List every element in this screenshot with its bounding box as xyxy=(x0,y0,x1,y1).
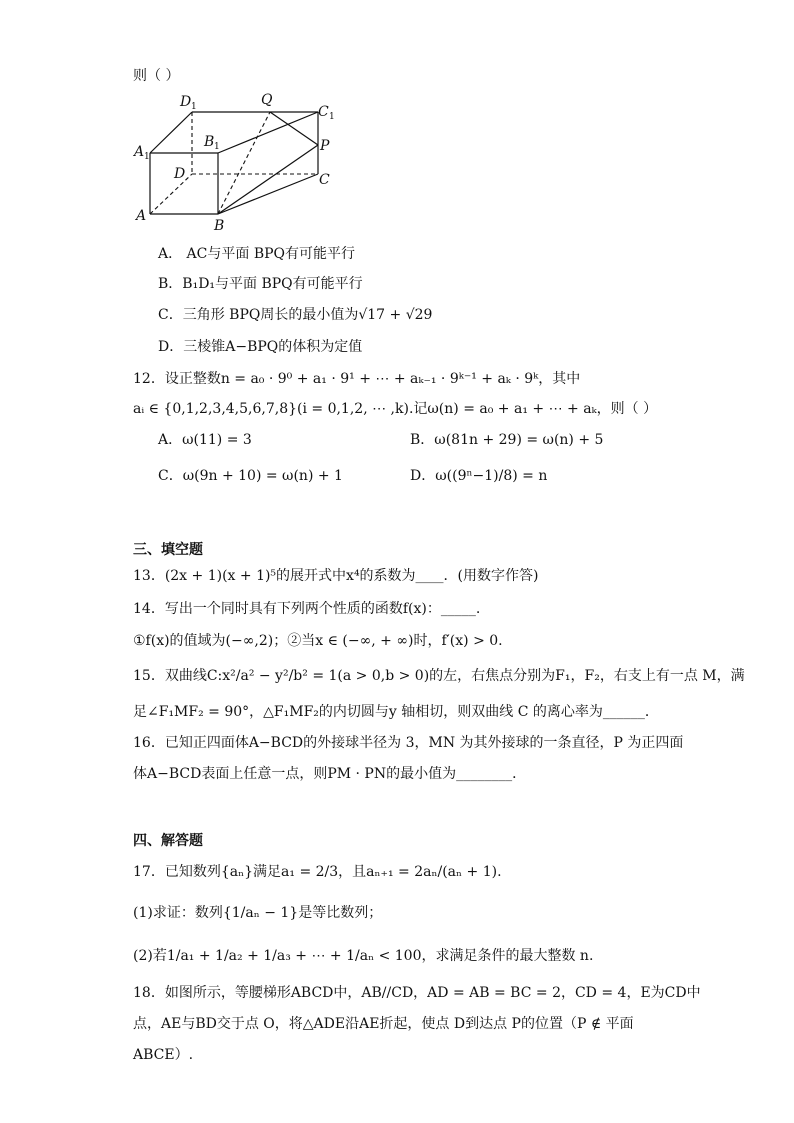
q11-option-b: B．B₁D₁与平面 BPQ有可能平行 xyxy=(158,276,363,292)
label-c: C xyxy=(319,172,330,188)
prism-figure xyxy=(130,88,360,238)
label-q: Q xyxy=(261,92,273,108)
q12-option-c: C．ω(9n + 10) = ω(n) + 1 xyxy=(158,468,343,484)
q18-line3: ABCE）. xyxy=(133,1047,194,1063)
label-a1: A xyxy=(134,144,145,160)
q12-option-d: D．ω((9ⁿ−1)/8) = n xyxy=(410,468,548,484)
q17-line3: (2)若1/a₁ + 1/a₂ + 1/a₃ + ⋯ + 1/aₙ < 100，求满足条件的最大整数 n. xyxy=(133,948,594,964)
q12-option-b: B．ω(81n + 29) = ω(n) + 5 xyxy=(410,432,604,448)
q17-line2: (1)求证：数列{1/aₙ − 1}是等比数列； xyxy=(133,905,383,921)
q14-line1: 14．写出一个同时具有下列两个性质的函数f(x)：_____. xyxy=(133,601,481,617)
section-fill-in: 三、填空题 xyxy=(133,542,203,558)
q18-line1: 18．如图所示，等腰梯形ABCD中，AB//CD，AD = AB = BC = 2，CD = 4，E为CD中 xyxy=(133,985,701,1001)
q17-line1: 17．已知数列{aₙ}满足a₁ = 2/3，且aₙ₊₁ = 2aₙ/(aₙ + 1). xyxy=(133,864,502,880)
label-d1-sub: 1 xyxy=(191,102,197,112)
q12-line2: aᵢ ∈ {0,1,2,3,4,5,6,7,8}(i = 0,1,2, ⋯ ,k).记ω(n) = a₀ + a₁ + ⋯ + aₖ，则（ ） xyxy=(133,401,658,417)
q11-option-d: D．三棱锥A−BPQ的体积为定值 xyxy=(158,339,363,355)
q11-option-c: C．三角形 BPQ周长的最小值为√17 + √29 xyxy=(158,307,433,323)
label-p: P xyxy=(320,138,330,154)
label-b1-sub: 1 xyxy=(214,142,220,152)
section-answer: 四、解答题 xyxy=(133,833,203,849)
q12-option-a: A．ω(11) = 3 xyxy=(158,432,252,448)
q18-line2: 点，AE与BD交于点 O，将△ADE沿AE折起，使点 D到达点 P的位置（P ∉ 平面 xyxy=(133,1016,634,1032)
q16-line1: 16．已知正四面体A−BCD的外接球半径为 3，MN 为其外接球的一条直径，P 为正四面 xyxy=(133,735,684,751)
label-c1: C xyxy=(318,104,329,120)
q16-line2: 体A−BCD表面上任意一点，则PM · PN的最小值为________． xyxy=(133,766,527,782)
q14-line2: ①f(x)的值域为(−∞,2)；②当x ∈ (−∞, + ∞)时，f′(x) > 0. xyxy=(133,633,503,649)
label-b: B xyxy=(214,218,225,234)
label-c1-sub: 1 xyxy=(329,112,335,122)
label-b1: B xyxy=(204,134,215,150)
label-d: D xyxy=(174,166,186,182)
q11-option-a: A． AC与平面 BPQ有可能平行 xyxy=(158,246,356,262)
label-a: A xyxy=(136,208,147,224)
q15-line2: 足∠F₁MF₂ = 90°，△F₁MF₂的内切圆与y 轴相切，则双曲线 C 的离心率为______． xyxy=(133,704,659,720)
q11-stem-tail: 则（ ） xyxy=(133,68,180,84)
label-d1: D xyxy=(180,94,192,110)
q15-line1: 15．双曲线C:x²/a² − y²/b² = 1(a > 0,b > 0)的左，右焦点分别为F₁，F₂，右支上有一点 M，满 xyxy=(133,668,745,684)
q13: 13．(2x + 1)(x + 1)⁵的展开式中x⁴的系数为____．(用数字作答) xyxy=(133,568,539,584)
q12-line1: 12．设正整数n = a₀ · 9⁰ + a₁ · 9¹ + ⋯ + aₖ₋₁ · 9ᵏ⁻¹ + aₖ · 9ᵏ，其中 xyxy=(133,371,581,387)
label-a1-sub: 1 xyxy=(144,152,150,162)
